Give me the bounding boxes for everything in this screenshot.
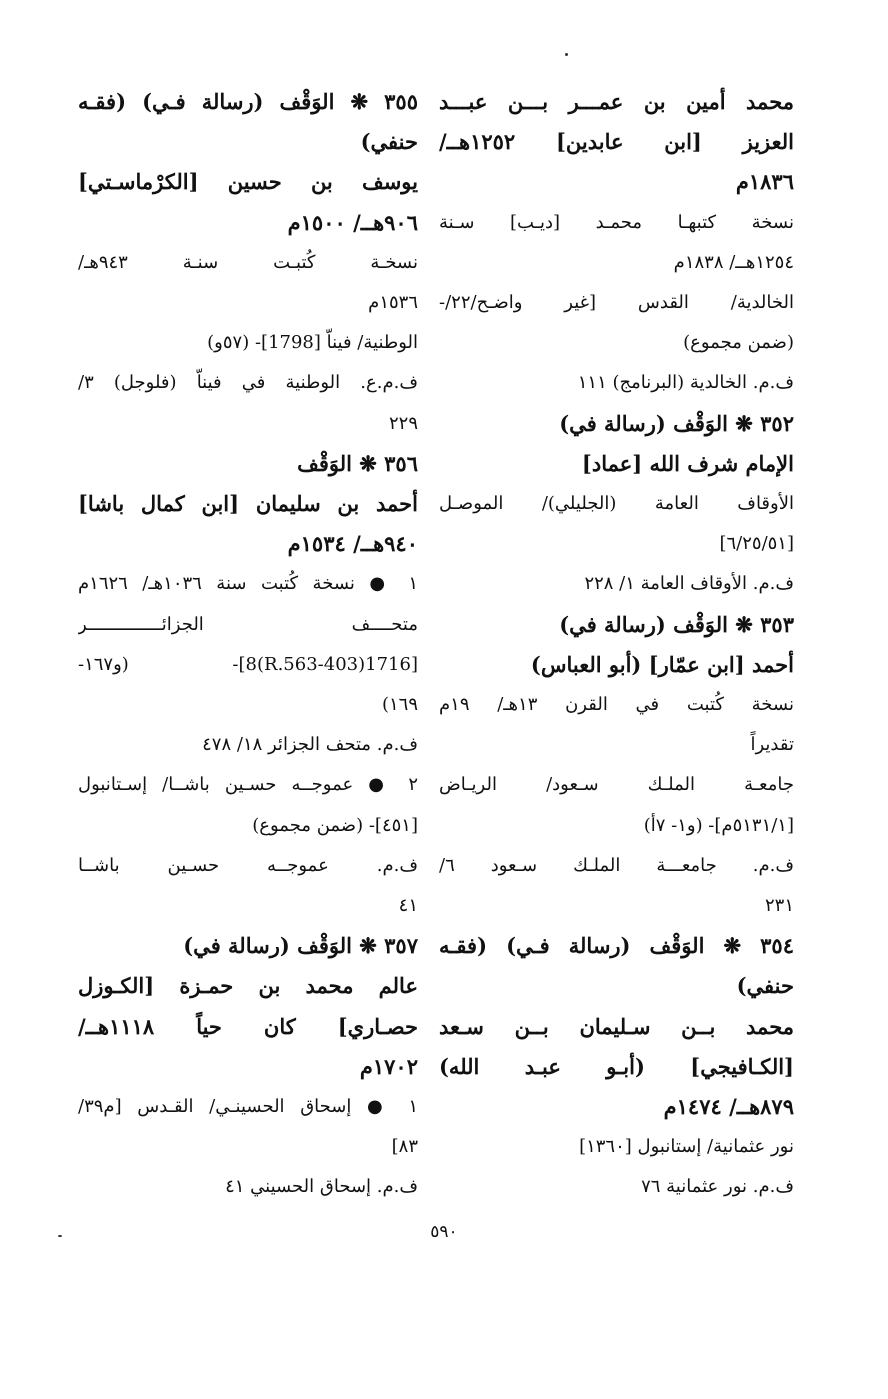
entry-detail-line: ف.م. جامعـــة الملـك سـعود ٦/: [439, 854, 794, 876]
entry-heading-line: ٣٥٧ ❋ الوَقْف (رسالة في): [183, 933, 418, 959]
entry-heading-line: ٣٥٣ ❋ الوَقْف (رسالة في): [559, 611, 794, 637]
entry-detail-line: (ضمن مجموع): [683, 332, 794, 354]
entry-detail-line: ٢٢٩: [388, 412, 418, 434]
entry-detail-line: [٤٥١]- (ضمن مجموع): [252, 814, 418, 836]
entry-detail-line: ٨٣]: [391, 1136, 418, 1158]
entry-heading-line: ٩٠٦هــ/ ١٥٠٠م: [287, 209, 418, 235]
entry-detail-line: تقديراً: [750, 734, 794, 756]
entry-detail-line: نسخة كُتبت في القرن ١٣هـ/ ١٩م: [439, 694, 794, 716]
entry-heading-line: ٩٤٠هــ/ ١٥٣٤م: [287, 531, 418, 557]
entry-detail-line: ٢٣١: [764, 895, 794, 917]
entry-detail-line: ١ ● إسحاق الحسينـي/ القـدس [م٣٩/: [78, 1096, 418, 1118]
entry-detail-line: ١٥٣٦م: [368, 292, 418, 314]
scan-speck: [58, 1235, 62, 1237]
entry-detail-line: ١٢٥٤هــ/ ١٨٣٨م: [673, 251, 794, 273]
scan-speck: [565, 53, 568, 56]
entry-detail-line: ف.م. إسحاق الحسيني ٤١: [225, 1176, 418, 1198]
entry-heading-line: محمد بــن سـليمان بــن سـعد: [439, 1013, 794, 1039]
entry-heading-line: ٨٧٩هــ/ ١٤٧٤م: [663, 1094, 794, 1120]
entry-detail-line: ف.م. عموجــه حسـين باشــا: [78, 854, 418, 876]
entry-heading-line: الإمام شرف الله [عماد]: [581, 450, 794, 476]
entry-detail-line: ٤١: [398, 895, 418, 917]
entry-detail-line: ف.م. الخالدية (البرنامج) ١١١: [577, 372, 794, 394]
left-column: [78, 82, 418, 1208]
entry-detail-line: نسخة كتبهـا محمـد [ديـب] سـنة: [439, 211, 794, 233]
entry-detail-line: ف.م. نور عثمانية ٧٦: [641, 1176, 794, 1198]
entry-detail-line: ٢ ● عموجــه حسـين باشــا/ إسـتانبول: [78, 774, 418, 796]
entry-detail-line: ١٦٩): [381, 694, 418, 716]
entry-heading-line: حنفي): [736, 973, 794, 999]
entry-heading-line: عالم محمد بن حمـزة [الكـوزل: [78, 973, 418, 999]
entry-detail-line: الخالدية/ القدس [غير واضـح/٢٢/-: [439, 292, 794, 314]
entry-detail-line: ف.م. الأوقاف العامة ١/ ٢٢٨: [584, 573, 794, 595]
entry-heading-line: ١٧٠٢م: [359, 1053, 418, 1079]
entry-heading-line: ٣٥٢ ❋ الوَقْف (رسالة في): [559, 410, 794, 436]
entry-heading-line: أحمد بن سليمان [ابن كمال باشا]: [78, 491, 418, 517]
entry-detail-line: الأوقاف العامة (الجليلي)/ الموصـل: [439, 493, 794, 515]
entry-detail-line: ف.م.ع. الوطنية في فيناّ (فلوجل) ٣/: [78, 372, 418, 394]
entry-heading-line: يوسف بن حسين [الكرْماسـتي]: [78, 169, 418, 195]
entry-detail-line: نسخـة كُتبـت سنـة ٩٤٣هـ/: [78, 251, 418, 273]
entry-heading-line: حنفي): [360, 129, 418, 155]
entry-heading-line: حصـاري] كان حياً ١١١٨هــ/: [78, 1013, 418, 1039]
entry-detail-line: متحــــف الجزائــــــــــــــر: [78, 613, 418, 635]
entry-heading-line: [الكـافيجي] (أبـو عبـد الله): [439, 1053, 794, 1079]
entry-detail-line: جامعـة الملـك سـعود/ الريـاض: [439, 774, 794, 796]
page-number: ٥٩٠: [430, 1222, 458, 1242]
entry-heading-line: أحمد [ابن عمّار] (أبو العباس): [530, 651, 794, 677]
entry-heading-line: العزيز [ابن عابدين] ١٢٥٢هــ/: [439, 129, 794, 155]
entry-detail-line: نور عثمانية/ إستانبول [١٣٦٠]: [579, 1136, 794, 1158]
entry-heading-line: محمد أمين بن عمـــر بـــن عبـــد: [439, 89, 794, 114]
entry-detail-line: الوطنية/ فيناّ [1798]- (٥٧و): [207, 332, 418, 354]
entry-detail-line: [٦/٢٥/٥١]: [719, 533, 794, 555]
entry-detail-line: ف.م. متحف الجزائر ١٨/ ٤٧٨: [202, 734, 418, 756]
entry-heading-line: ٣٥٥ ❋ الوَقْف (رسالة فـي) (فقـه: [78, 89, 418, 114]
entry-detail-line: [1716(403-R.563)8]- (و١٦٧-: [78, 653, 418, 675]
entry-heading-line: ١٨٣٦م: [735, 169, 794, 195]
entry-heading-line: ٣٥٦ ❋ الوَقْف: [297, 450, 418, 476]
right-column: [439, 82, 794, 1208]
entry-heading-line: ٣٥٤ ❋ الوَقْف (رسالة فـي) (فقـه: [439, 933, 794, 959]
entry-detail-line: [٥١٣١/١م]- (و١- ٧أ): [643, 814, 794, 836]
entry-detail-line: ١ ● نسخة كُتبت سنة ١٠٣٦هـ/ ١٦٢٦م: [78, 573, 418, 595]
